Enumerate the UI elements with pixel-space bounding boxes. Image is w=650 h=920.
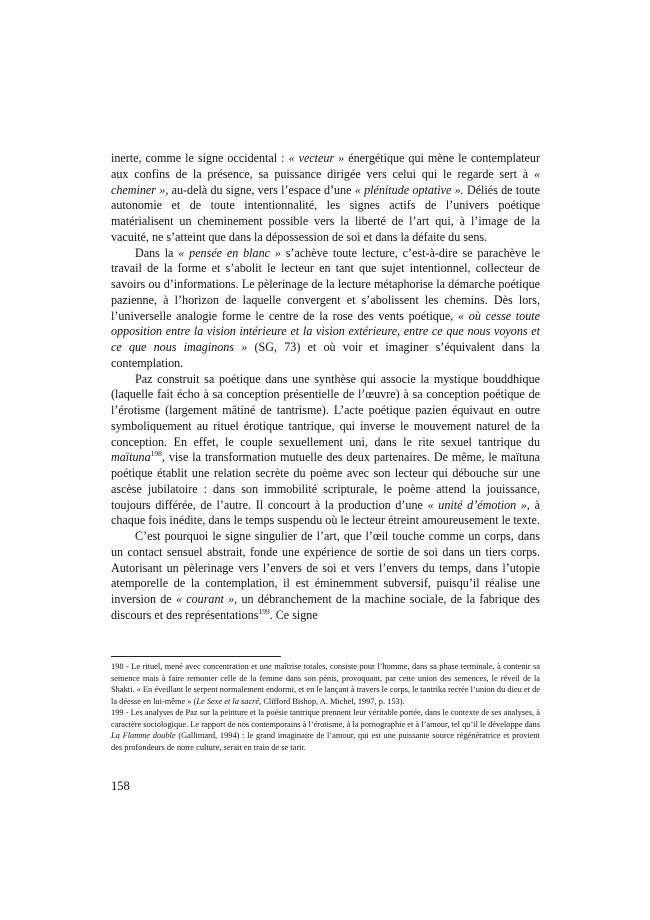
text-run: (SG, 73) et où voir et imaginer s’équivalent dans la contemplation.	[111, 340, 540, 370]
italic-run: « cheminer »,	[111, 166, 540, 197]
text-run: un débranchement de la machine sociale, de la fabrique des discours et des représentations	[111, 592, 540, 622]
text-run: inerte, comme le signe occidental :	[111, 151, 289, 165]
text-run: 198 - Le rituel, mené avec concentration et une maîtrise totales, consiste pour l’homme, dans sa phase terminale, à contenir sa semence mais à faire remonter celle de la femme dans son pénis, provoquant, par cette union des semences, le réveil de la Shakti. « En éveillant le serpent normalement endormi, et en le lançant à travers le corps, le tantrika recrée l’union du dieu et de la déesse en lui-même » (	[111, 662, 540, 706]
footnotes	[111, 661, 540, 753]
text-run: C’est pourquoi le signe singulier de l’art, que l’œil touche comme un corps, dans un contact sensuel abstrait, fonde une expérience de sortie de soi dans un tiers corps. Autorisant un pèlerinage vers l’envers de soi et vers l’envers du temps, dans l’utopie atemporelle de la contemplation, il est éminemment subversif, puisqu’il réalise une inversion de	[111, 529, 540, 606]
text-run: s’achève toute lecture, c’est-à-dire se parachève le travail de la forme et s’abolit le lecteur en tant que sujet intentionnel, collecteur de savoirs ou d’informations. Le pèlerinage de la lecture métaphorise la démarche poétique pazienne, à l’horizon de laquelle convergent et s’abolissent les chemins. Dès lors, l’universelle analogie forme le centre de la rose des vents poétique,	[111, 245, 540, 323]
italic-run: « unité d’émotion »	[427, 497, 527, 512]
paragraph-3	[111, 372, 540, 530]
text-run: , vise la transformation mutuelle des deux partenaires. De même, le maïtuna poétique établit une relation secrète du poème avec son lecteur qui débouche sur une ascèse jubilatoire : dans son immobilité scripturale, le poème attend la jouissance, toujours différée, de l’autre. Il concourt à la production d’une	[111, 450, 540, 512]
text-run: énergétique qui mène le contemplateur aux confins de la présence, sa puissance dirigée vers celui qui le regarde sert à	[111, 151, 540, 181]
text-run: (Gallimard, 1994) : le grand imaginaire de l’amour, qui est une puissante source régénératrice et provient des profondeurs de notre culture, serait en train de se tarir.	[111, 731, 541, 752]
text-run: , Clifford Bishop, A. Michel, 1997, p. 153).	[259, 696, 405, 706]
text-run: au-delà du signe, vers l’espace d’une	[168, 182, 355, 197]
footnote-ref-198[interactable]: 198	[150, 449, 162, 459]
italic-run: « plénitude optative ».	[354, 182, 464, 197]
italic-run: La Flamme double	[111, 731, 176, 740]
text-run: Dans la	[135, 245, 179, 260]
text-run: 199 - Les analyses de Paz sur la peinture et la poésie tantrique prennent leur véritable portée, dans le contexte de ses analyses, à caractère sociologique. Le rapport de nos contemporains à l’érotisme, à la pornographie et à l’amour, tel qu’il le développe dans	[111, 708, 540, 729]
text-run: Déliés de toute autonomie et de toute intentionnalité, les signes actifs de l’univers poétique matérialisent un cheminement possible vers la liberté de l’art qui, à l’image de la vacuité, ne s’atteint que dans la dépossession de soi et dans la défaite du sens.	[111, 182, 540, 244]
paragraph-1	[111, 151, 540, 246]
italic-run: maïtuna	[111, 450, 151, 465]
italic-run: « vecteur »	[288, 151, 345, 165]
italic-run: « où cesse toute opposition entre la vision intérieure et la vision extérieure, entre ce que nous voyons et ce que nous imaginons »	[111, 308, 540, 354]
footnote-ref-199[interactable]: 199	[258, 606, 270, 616]
text-run: Paz construit sa poétique dans une synthèse qui associe la mystique bouddhique (laquelle fait écho à sa conception présentielle de l’œuvre) à sa conception poétique de l’érotisme (largement mâtiné de tantrisme). L’acte poétique pazien équivaut en outre symboliquement au rituel érotique tantrique, qui inverse le mouvement naturel de la conception. En effet, le couple sexuellement uni, dans le rite sexuel tantrique du	[111, 371, 540, 449]
footnote-198	[111, 661, 540, 707]
text-run: , à chaque fois inédite, dans le temps suspendu où le lecteur étreint amoureusement le texte.	[111, 497, 540, 528]
paragraph-2	[111, 246, 540, 372]
page-number: 158	[111, 779, 130, 793]
text-run: . Ce signe	[269, 607, 318, 622]
footnote-separator	[111, 656, 281, 657]
footnote-199	[111, 707, 540, 753]
italic-run: « pensée en blanc »	[178, 245, 281, 260]
italic-run: Le Sexe et la sacré	[196, 696, 260, 706]
main-text	[111, 151, 540, 624]
italic-run: « courant »,	[175, 592, 238, 606]
paragraph-4	[111, 529, 540, 624]
